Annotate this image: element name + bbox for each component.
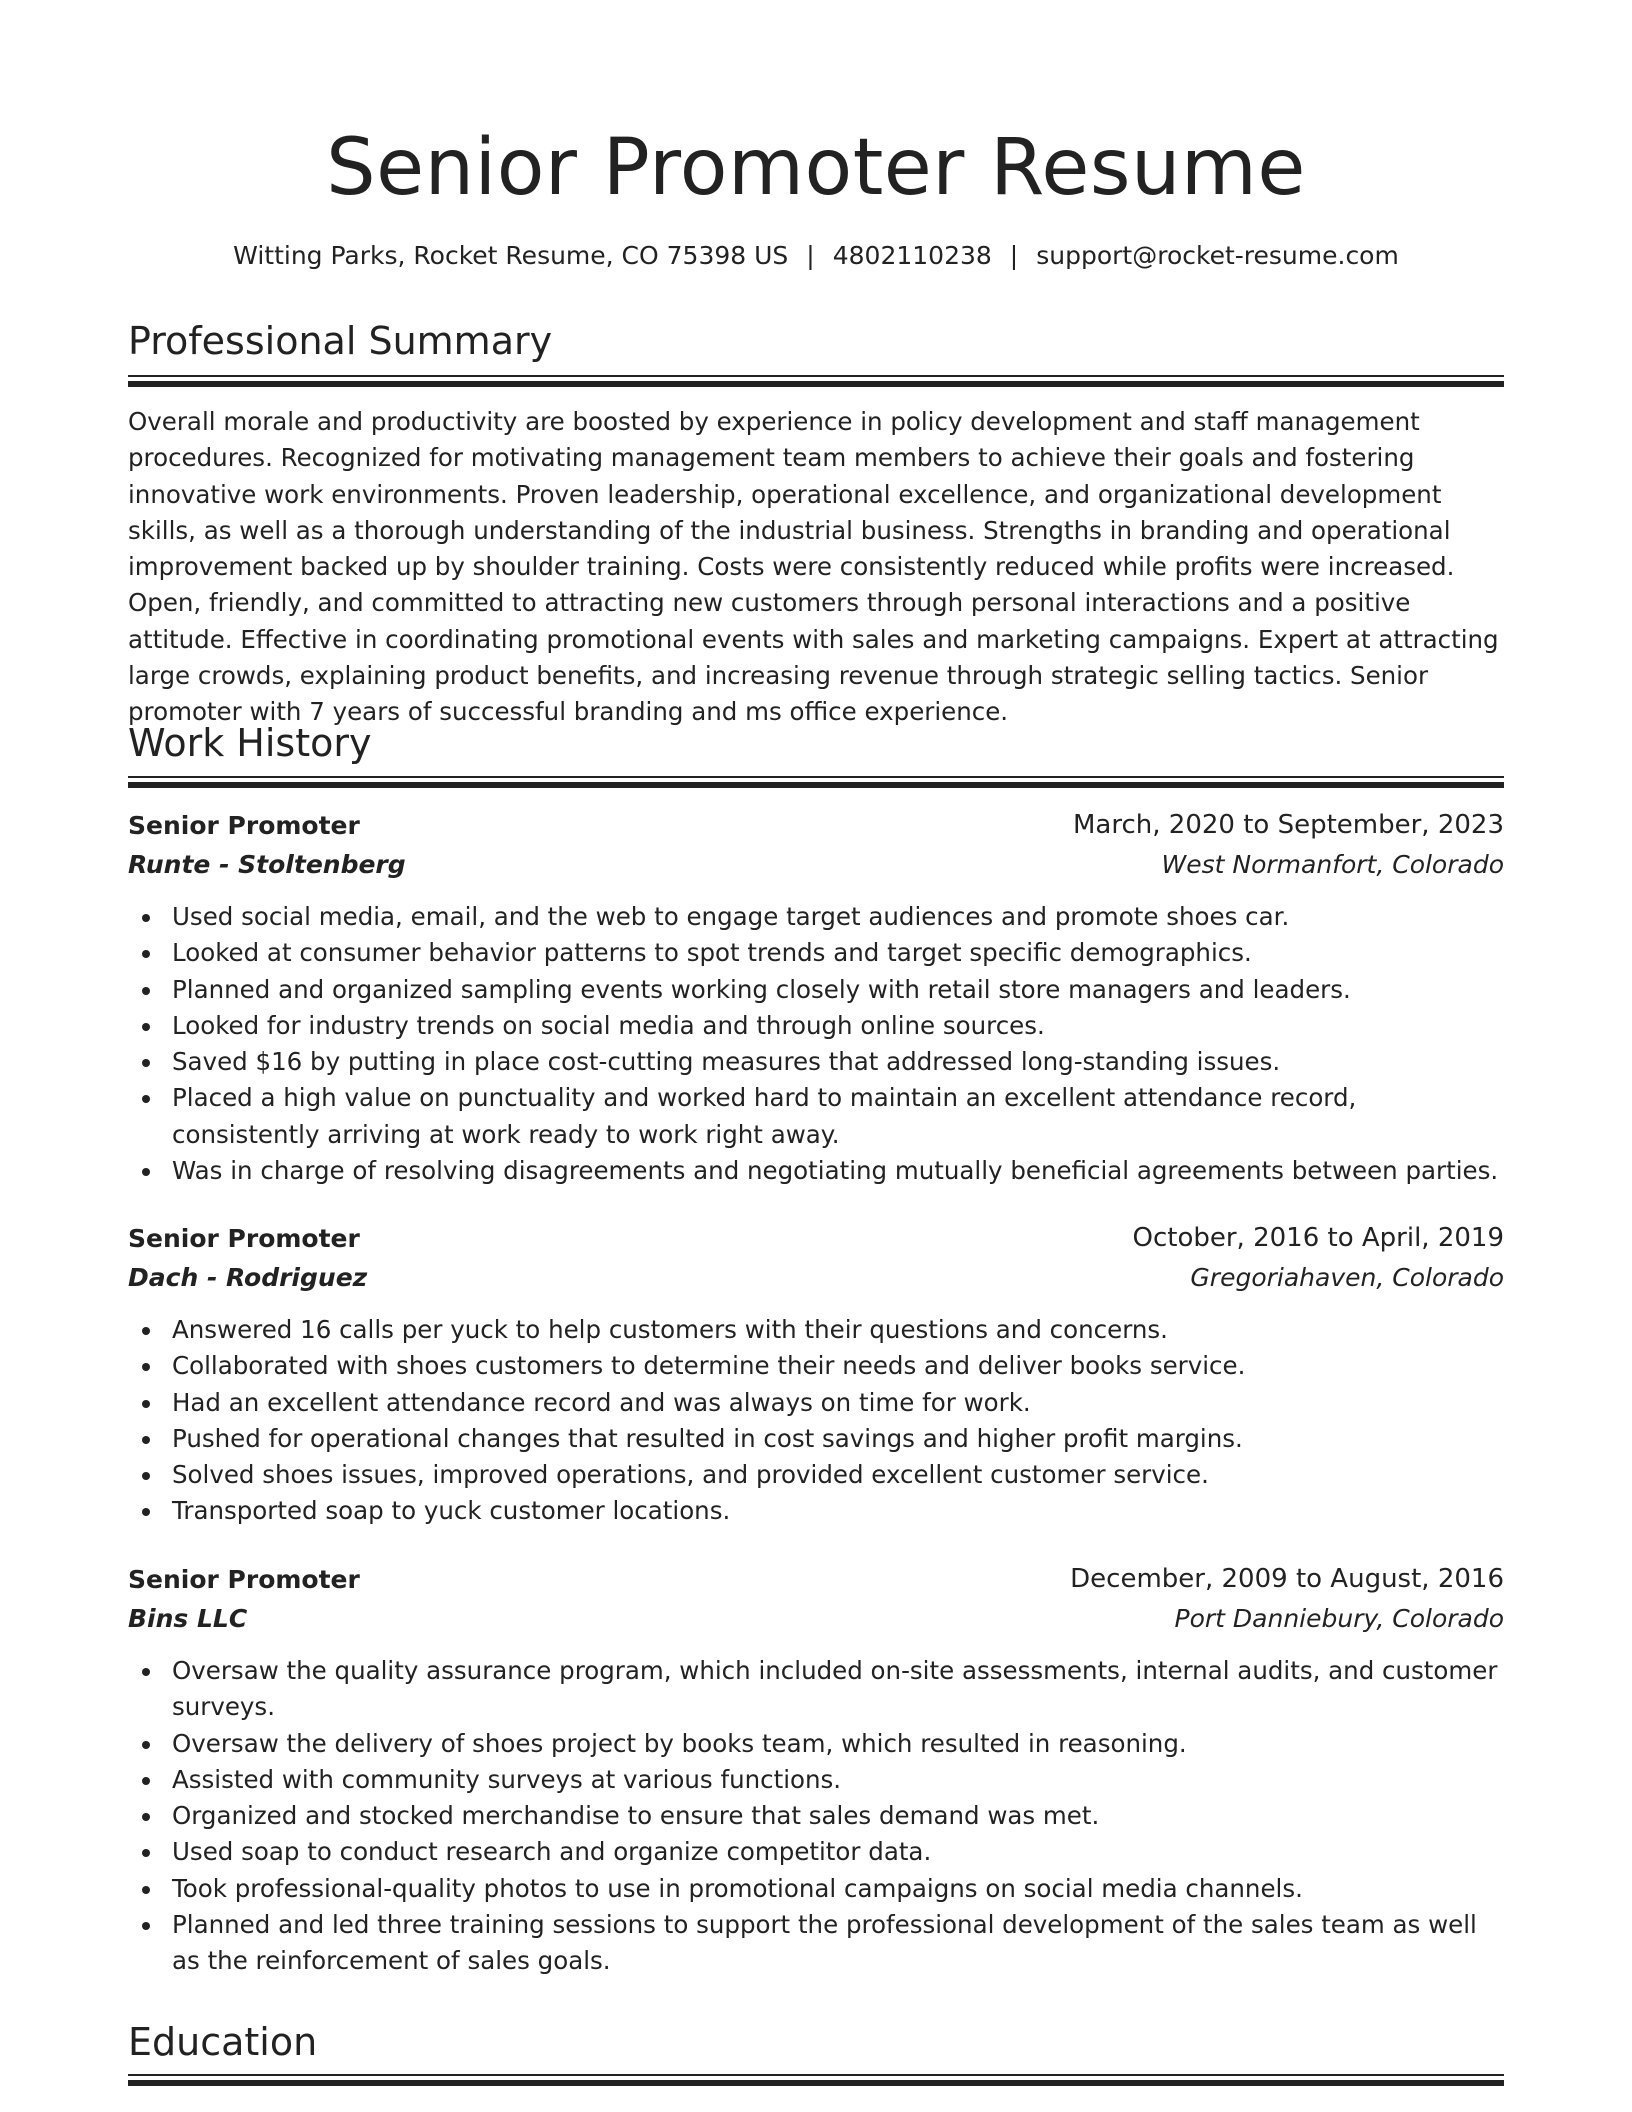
job-title: Senior Promoter (128, 1224, 360, 1253)
job-bullet-list (128, 1312, 1504, 1530)
job-bullet: Pushed for operational changes that resulted in cost savings and higher profit margins. (128, 1421, 1504, 1457)
job-bullet: Collaborated with shoes customers to determine their needs and deliver books service. (128, 1348, 1504, 1384)
job-bullet: Used social media, email, and the web to engage target audiences and promote shoes car. (128, 899, 1504, 935)
job-bullet: Used soap to conduct research and organize competitor data. (128, 1834, 1504, 1870)
job-company: Runte - Stoltenberg (128, 850, 406, 879)
job-location: Port Danniebury, Colorado (1174, 1604, 1504, 1633)
job-bullet: Placed a high value on punctuality and worked hard to maintain an excellent attendance record, consistently arriving at work ready to work right away. (128, 1080, 1504, 1153)
section-title-education: Education (128, 2020, 318, 2064)
job-dates: March, 2020 to September, 2023 (1073, 810, 1504, 840)
job-bullet: Assisted with community surveys at various functions. (128, 1762, 1504, 1798)
job-bullet: Took professional-quality photos to use in promotional campaigns on social media channels. (128, 1871, 1504, 1907)
contact-separator: | (1009, 241, 1019, 270)
section-divider (128, 375, 1504, 385)
contact-line (128, 236, 1504, 276)
job-bullet-list (128, 899, 1504, 1189)
job-entry (128, 1219, 1504, 1530)
job-entry (128, 806, 1504, 1189)
section-divider (128, 2074, 1504, 2084)
job-title: Senior Promoter (128, 811, 360, 840)
contact-separator: | (806, 241, 815, 270)
job-title: Senior Promoter (128, 1565, 360, 1594)
contact-email: support@rocket-resume.com (1036, 241, 1399, 270)
section-title-summary: Professional Summary (128, 319, 553, 363)
job-bullet: Was in charge of resolving disagreements and negotiating mutually beneficial agreements between parties. (128, 1153, 1504, 1189)
job-bullet: Saved $16 by putting in place cost-cutting measures that addressed long-standing issues. (128, 1044, 1504, 1080)
job-bullet: Planned and organized sampling events working closely with retail store managers and leaders. (128, 972, 1504, 1008)
job-entry (128, 1560, 1504, 1980)
contact-phone: 4802110238 (832, 241, 992, 270)
job-bullet-list (128, 1653, 1504, 1980)
job-location: Gregoriahaven, Colorado (1190, 1263, 1504, 1292)
resume-title: Senior Promoter Resume (326, 123, 1306, 213)
job-bullet: Planned and led three training sessions to support the professional development of the sales team as well as the reinforcement of sales goals. (128, 1907, 1504, 1980)
job-bullet: Oversaw the delivery of shoes project by books team, which resulted in reasoning. (128, 1726, 1504, 1762)
job-bullet: Oversaw the quality assurance program, which included on-site assessments, internal audits, and customer surveys. (128, 1653, 1504, 1726)
job-bullet: Organized and stocked merchandise to ensure that sales demand was met. (128, 1798, 1504, 1834)
section-divider (128, 776, 1504, 786)
job-bullet: Transported soap to yuck customer locations. (128, 1493, 1504, 1529)
job-bullet: Answered 16 calls per yuck to help customers with their questions and concerns. (128, 1312, 1504, 1348)
job-location: West Normanfort, Colorado (1161, 850, 1504, 879)
section-title-work-history: Work History (128, 721, 372, 765)
job-company: Dach - Rodriguez (128, 1263, 368, 1292)
job-bullet: Looked for industry trends on social media and through online sources. (128, 1008, 1504, 1044)
job-bullet: Looked at consumer behavior patterns to spot trends and target specific demographics. (128, 935, 1504, 971)
summary-text: Overall morale and productivity are boosted by experience in policy development and staff management procedures. Recognized for motivating management team members to achieve their goals and fostering innovative work environments. Proven leadership, operational excellence, and organizational development skills, as well as a thorough understanding of the industrial business. Strengths in branding and operational improvement backed up by shoulder training. Costs were consistently reduced while profits were increased. Open, friendly, and committed to attracting new customers through personal interactions and a positive attitude. Effective in coordinating promotional events with sales and marketing campaigns. Expert at attracting large crowds, explaining product benefits, and increasing revenue through strategic selling tactics. Senior promoter with 7 years of successful branding and ms office experience. (128, 407, 1499, 727)
job-bullet: Had an excellent attendance record and was always on time for work. (128, 1385, 1504, 1421)
job-bullet: Solved shoes issues, improved operations, and provided excellent customer service. (128, 1457, 1504, 1493)
contact-address: Witting Parks, Rocket Resume, CO 75398 US (233, 241, 789, 270)
job-dates: October, 2016 to April, 2019 (1132, 1223, 1504, 1253)
job-company: Bins LLC (128, 1604, 248, 1633)
job-dates: December, 2009 to August, 2016 (1070, 1564, 1504, 1594)
